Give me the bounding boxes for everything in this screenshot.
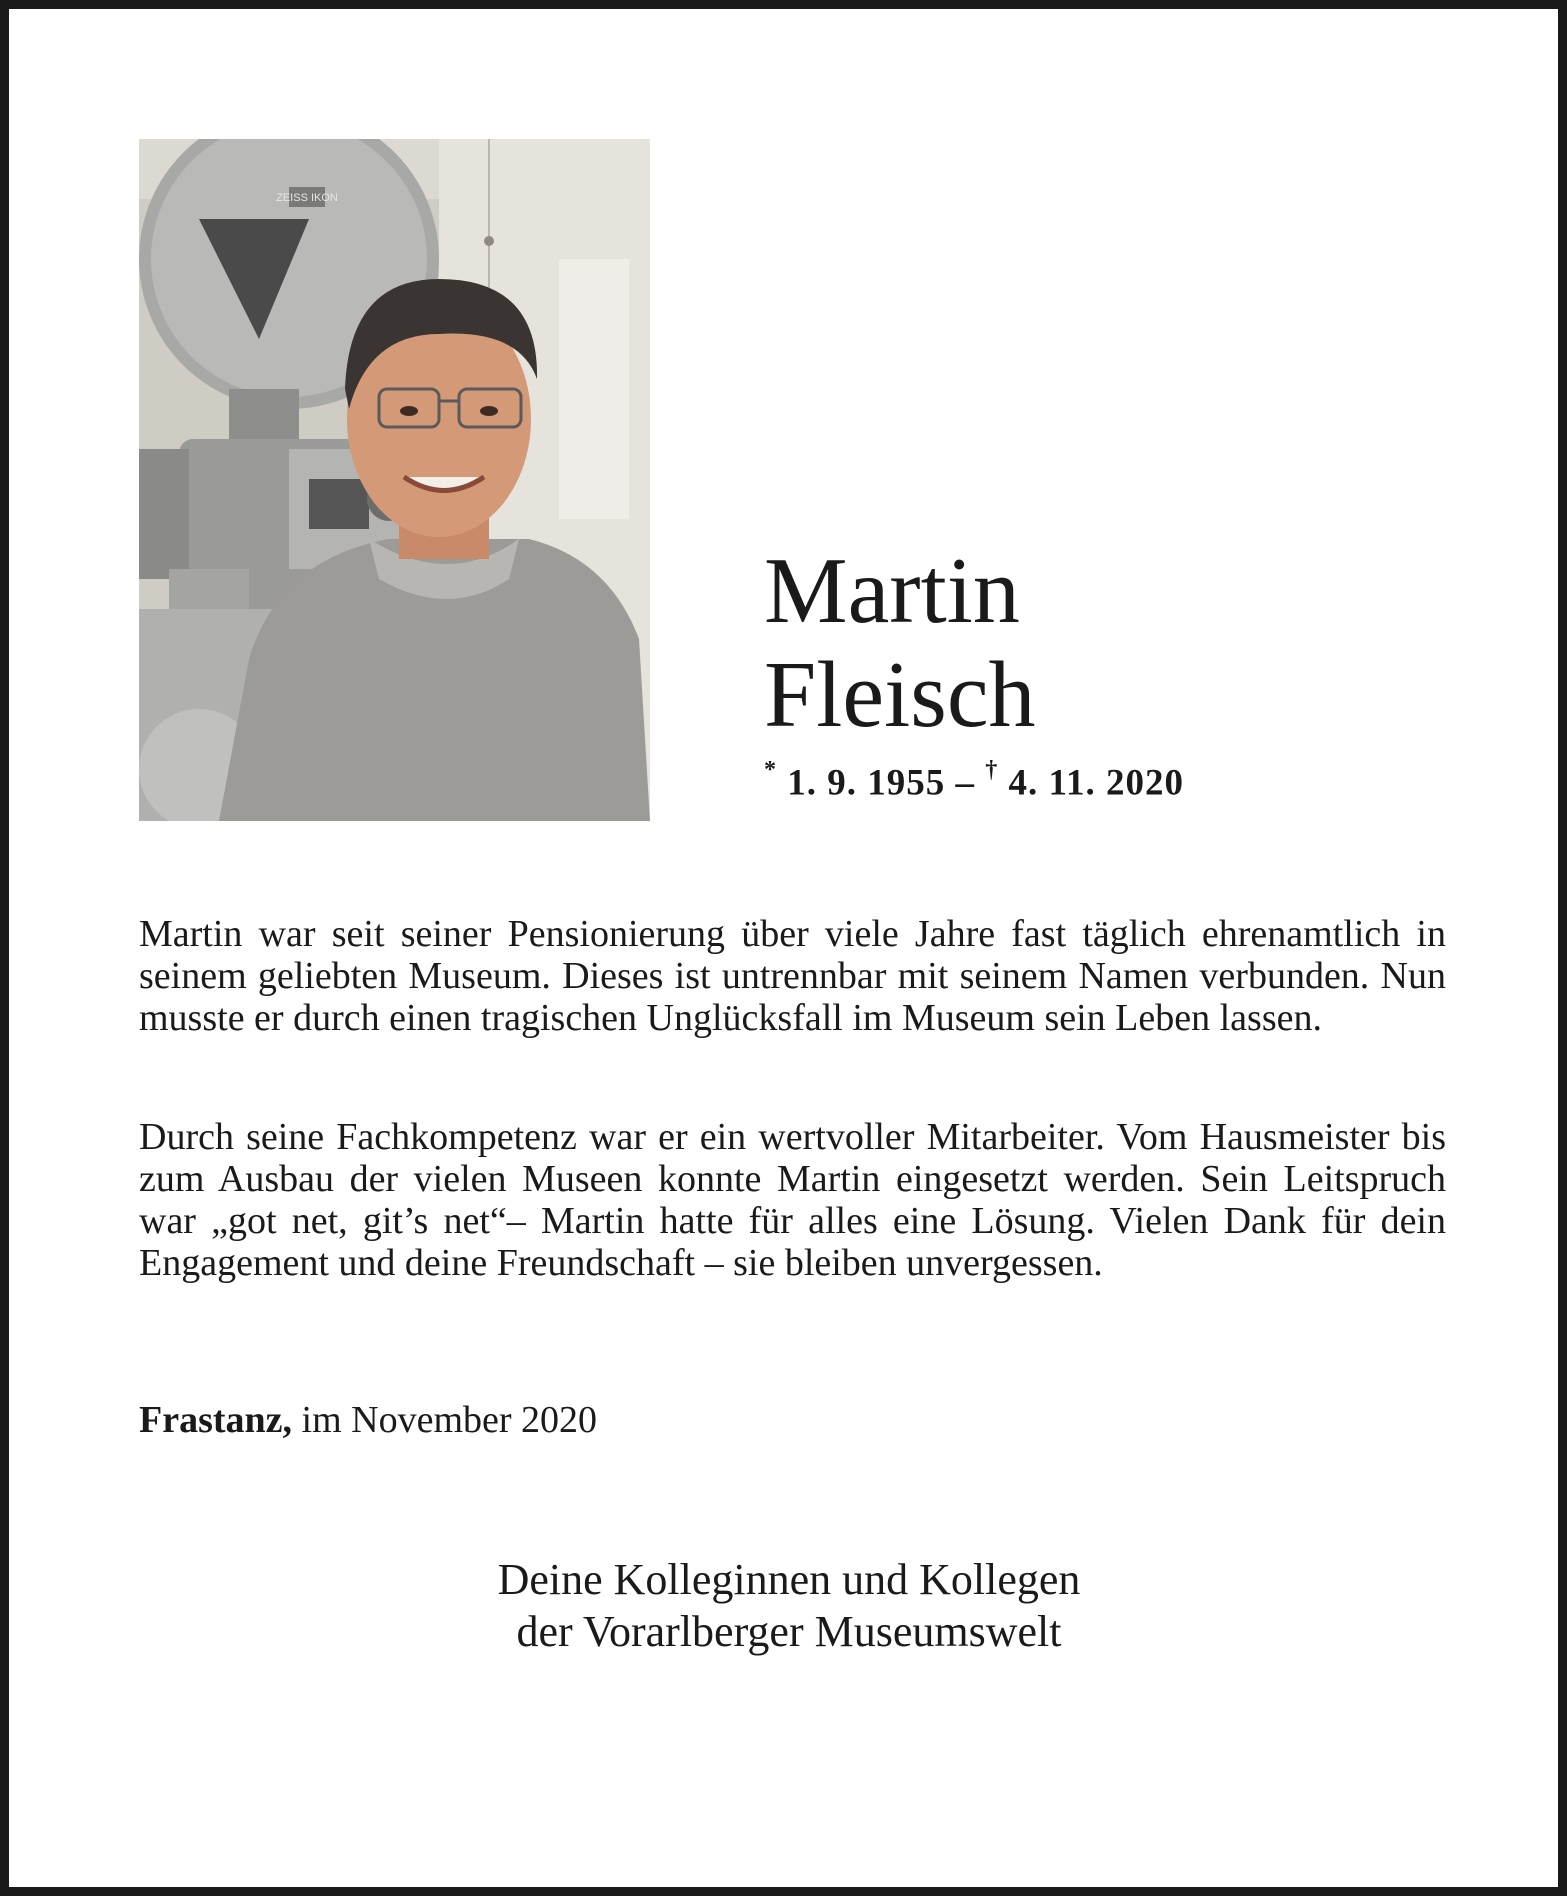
projector-badge-text: ZEISS IKON <box>276 192 338 204</box>
paragraph-1: Martin war seit seiner Pensionierung über viele Jahre fast täglich ehrenamtlich in seinem geliebten Museum. Dieses ist untrennbar mit seinem Namen verbunden. Nun musste er durch einen tragischen Unglücksfall im Museum sein Leben lassen. <box>139 913 1446 1039</box>
death-cross-icon: † <box>985 757 999 783</box>
life-dates <box>764 757 1384 804</box>
signature-line-1: Deine Kolleginnen und Kollegen <box>497 1555 1081 1604</box>
last-name: Fleisch <box>764 643 1036 747</box>
date-separator: – <box>945 762 986 804</box>
paragraph-2: Durch seine Fachkompetenz war er ein wertvoller Mitarbeiter. Vom Hausmeister bis zum Ausbau der vielen Museen konnte Martin eingesetzt werden. Sein Leitspruch war „got net, git’s net“– Martin hatte für alles eine Lösung. Vielen Dank für dein Engagement und deine Freundschaft – sie bleiben unvergessen. <box>139 1116 1446 1284</box>
name-block <box>764 539 1384 804</box>
birth-date: 1. 9. 1955 <box>787 762 946 804</box>
signature-line-2: der Vorarlberger Museumswelt <box>516 1607 1062 1656</box>
death-date: 4. 11. 2020 <box>1008 762 1184 804</box>
portrait-photo <box>139 139 650 821</box>
closing-date: im November 2020 <box>301 1399 598 1441</box>
place-date-line <box>139 1399 597 1441</box>
first-name: Martin <box>764 539 1020 643</box>
place: Frastanz, <box>139 1399 293 1441</box>
signature <box>339 1554 1239 1658</box>
birth-star-icon: * <box>764 757 777 783</box>
